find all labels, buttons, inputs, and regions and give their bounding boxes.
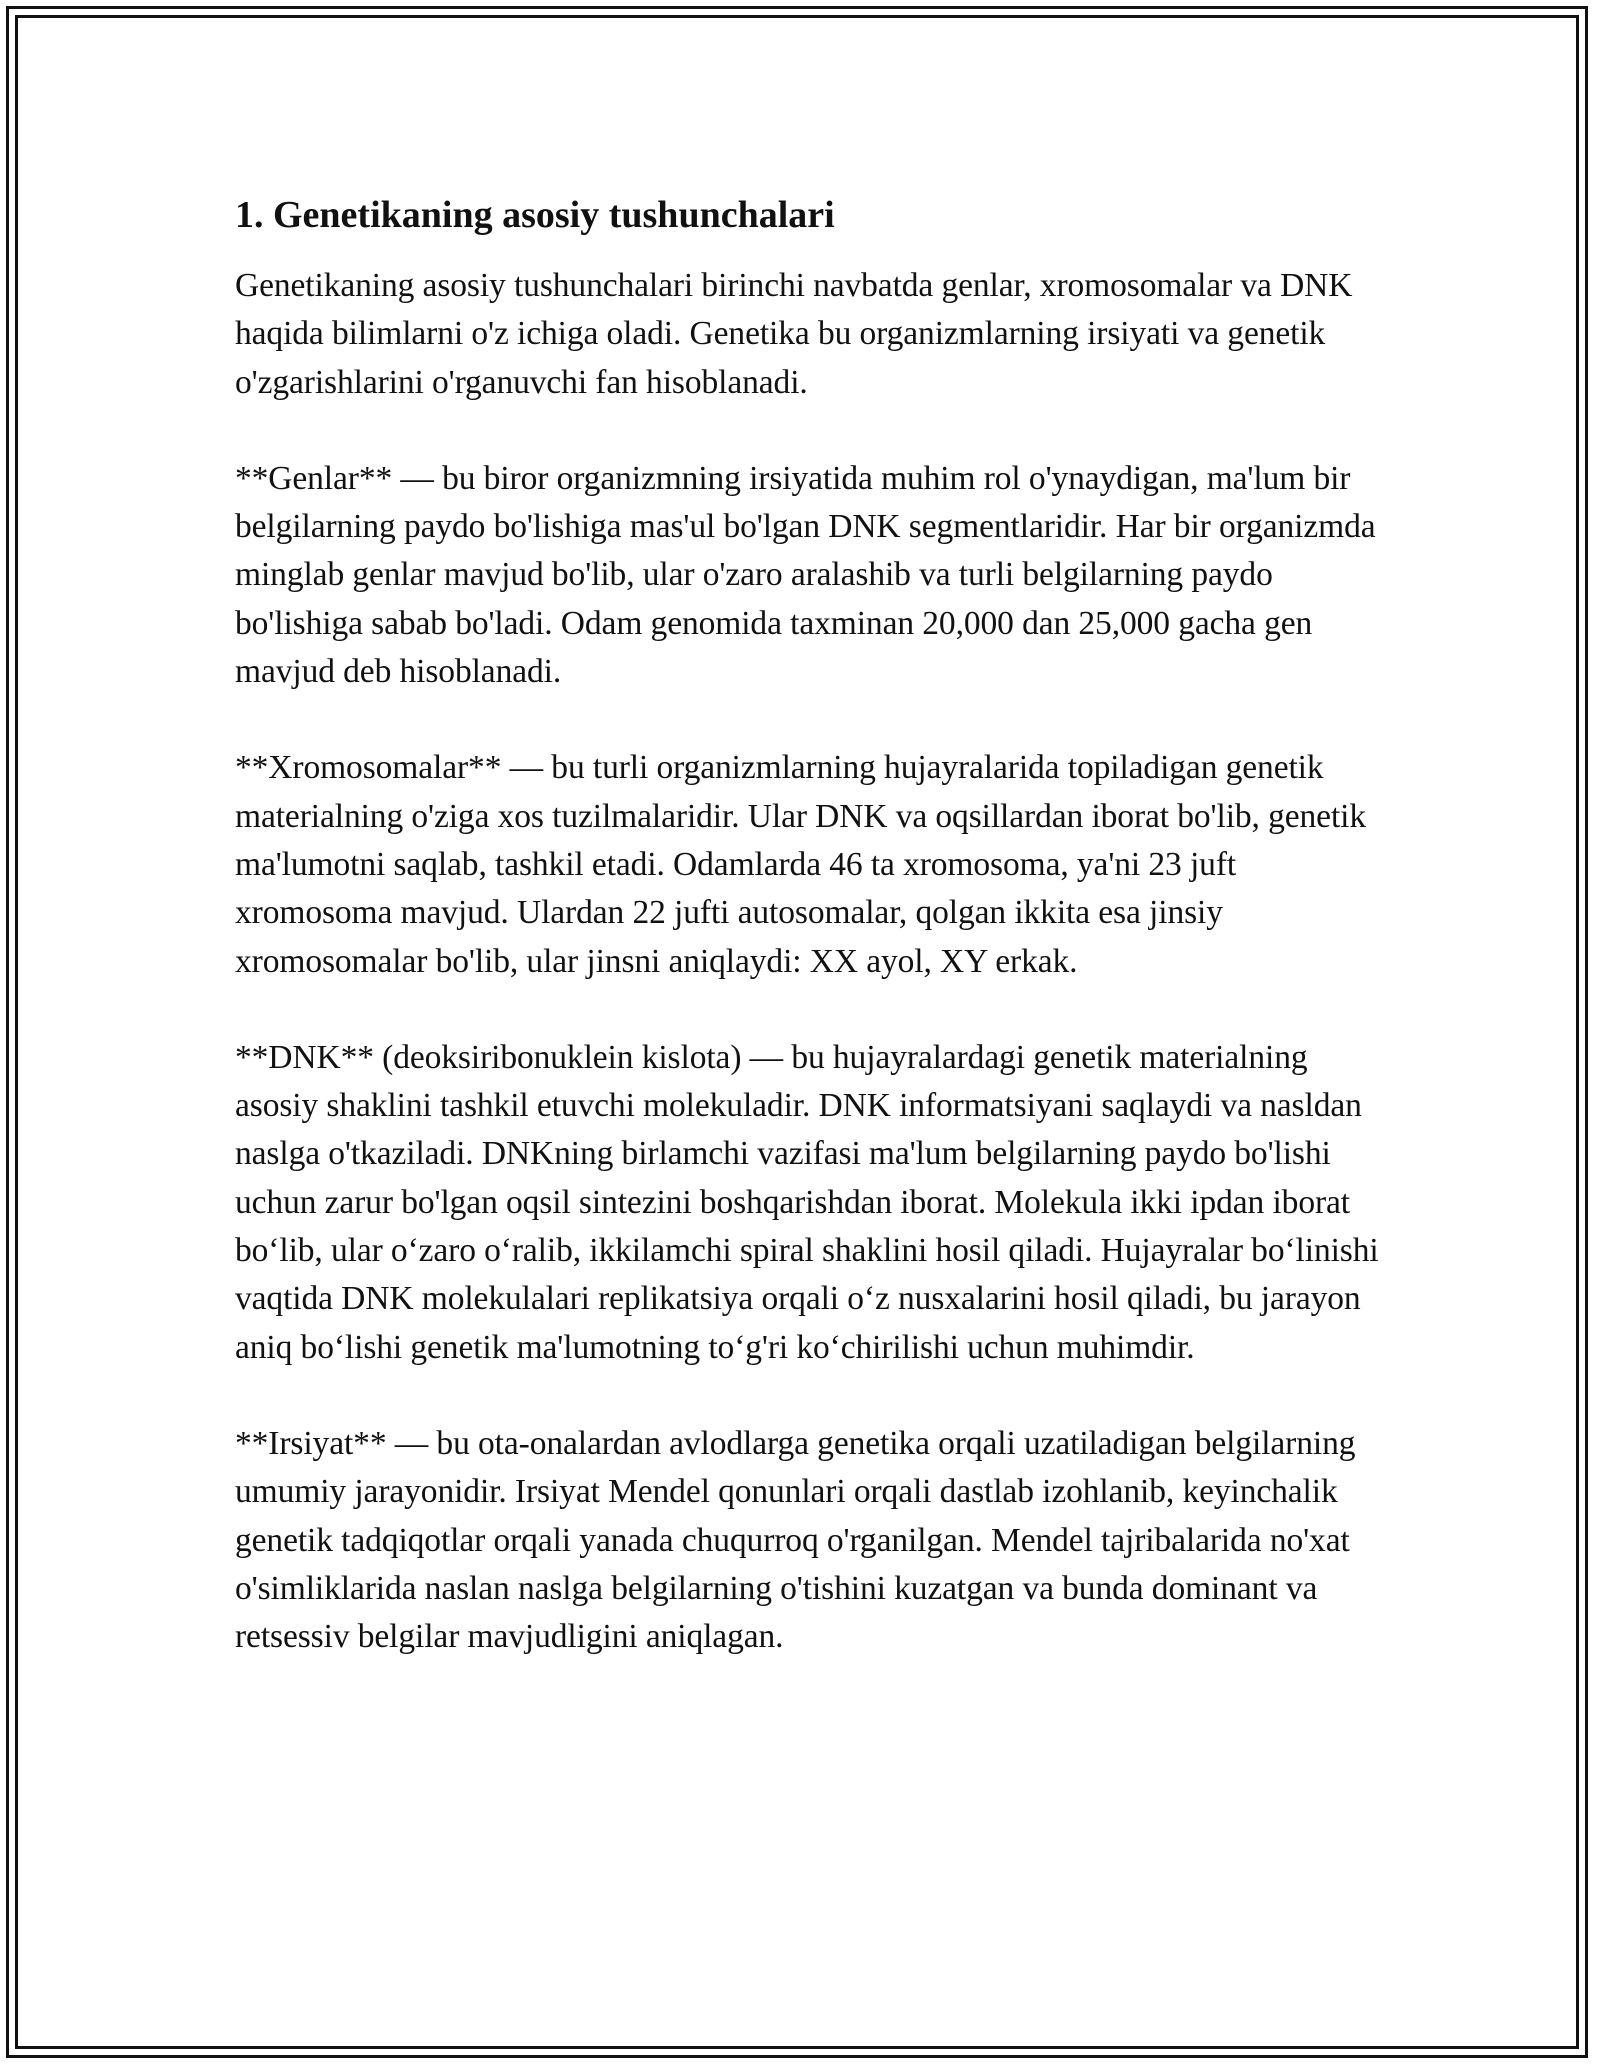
heredity-paragraph: **Irsiyat** — bu ota-onalardan avlodlarga genetika orqali uzatiladigan belgilarning umumiy jarayonidir. Irsiyat Mendel qonunlari orqali dastlab izohlanib, keyinchalik genetik tadqiqotlar orqali yanada chuqurroq o'rganilgan. Mendel tajribalarida no'xat o'simliklarida naslan naslga belgilarning o'tishini kuzatgan va bunda dominant va retsessiv belgilar mavjudligini aniqlagan. (235, 1424, 1356, 1656)
section-heading: 1. Genetikaning asosiy tushunchalari (235, 194, 835, 236)
genes-paragraph: **Genlar** — bu biror organizmning irsiyatida muhim rol o'ynaydigan, ma'lum bir belgilarning paydo bo'lishiga mas'ul bo'lgan DNK segmentlaridir. Har bir organizmda minglab genlar mavjud bo'lib, ular o'zaro aralashib va turli belgilarning paydo bo'lishiga sabab bo'ladi. Odam genomida taxminan 20,000 dan 25,000 gacha gen mavjud deb hisoblanadi. (235, 459, 1376, 691)
dna-paragraph: **DNK** (deoksiribonuklein kislota) — bu hujayralardagi genetik materialning asosiy shaklini tashkil etuvchi molekuladir. DNK informatsiyani saqlaydi va nasldan naslga o'tkaziladi. DNKning birlamchi vazifasi ma'lum belgilarning paydo bo'lishi uchun zarur bo'lgan oqsil sintezini boshqarishdan iborat. Molekula ikki ipdan iborat bo‘lib, ular o‘zaro o‘ralib, ikkilamchi spiral shaklini hosil qiladi. Hujayralar bo‘linishi vaqtida DNK molekulalari replikatsiya orqali o‘z nusxalarini hosil qiladi, bu jarayon aniq bo‘lishi genetik ma'lumotning to‘g'ri ko‘chirilishi uchun muhimdir. (235, 1038, 1379, 1366)
intro-paragraph: Genetikaning asosiy tushunchalari birinchi navbatda genlar, xromosomalar va DNK haqida bilimlarni o'z ichiga oladi. Genetika bu organizmlarning irsiyati va genetik o'zgarishlarini o'rganuvchi fan hisoblanadi. (235, 267, 1353, 401)
document-body (235, 188, 1385, 1709)
chromosomes-paragraph: **Xromosomalar** — bu turli organizmlarning hujayralarida topiladigan genetik materialning o'ziga xos tuzilmalaridir. Ular DNK va oqsillardan iborat bo'lib, genetik ma'lumotni saqlab, tashkil etadi. Odamlarda 46 ta xromosoma, ya'ni 23 juft xromosoma mavjud. Ulardan 22 jufti autosomalar, qolgan ikkita esa jinsiy xromosomalar bo'lib, ular jinsni aniqlaydi: XX ayol, XY erkak. (235, 749, 1367, 980)
